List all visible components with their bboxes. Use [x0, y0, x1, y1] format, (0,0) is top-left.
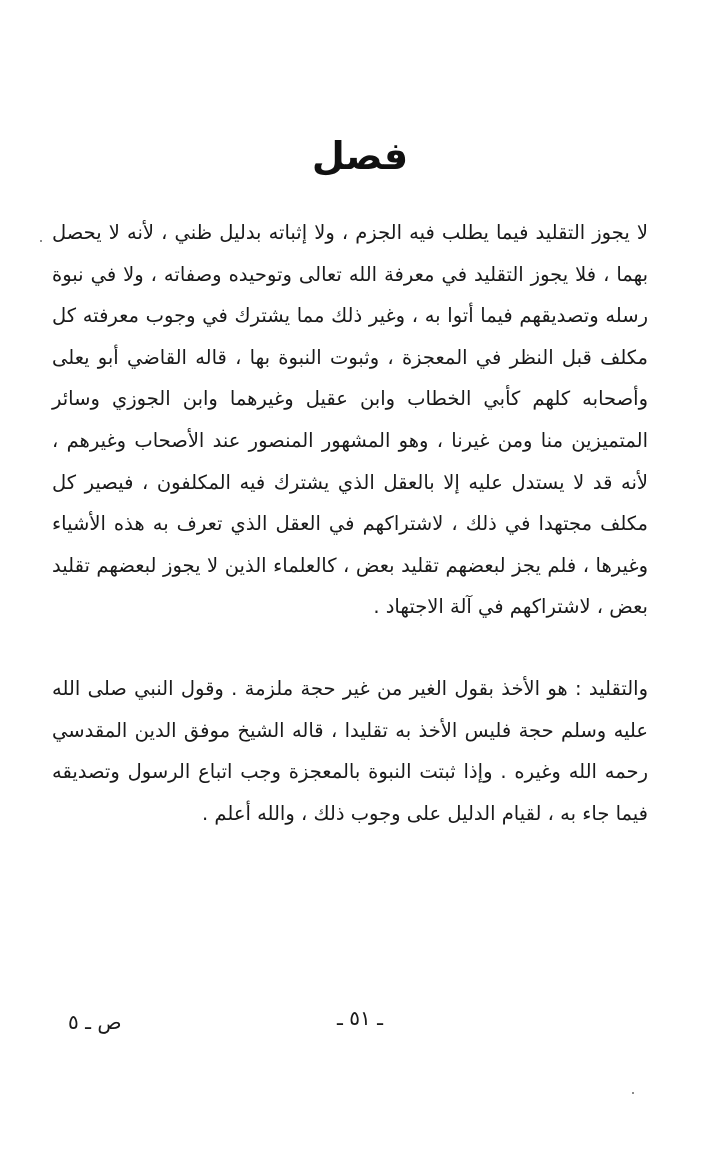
page-footer [0, 998, 720, 1038]
paragraph-1: لا يجوز التقليد فيما يطلب فيه الجزم ، ولا إثباته بدليل ظني ، لأنه لا يحصل بهما ، فلا يجوز التقليد في معرفة الله تعالى وتوحيده وصفاته ، ولا في نبوة رسله وتصديقهم فيما أتوا به ، وغير ذلك مما يشترك في وجوب معرفته كل مكلف قبل النظر في المعجزة ، وثبوت النبوة بها ، قاله القاضي أبو يعلى وأصحابه كلهم كأبي الخطاب وابن عقيل وغيرهما وابن الجوزي وسائر المتميزين منا ومن غيرنا ، وهو المشهور المنصور عند الأصحاب وغيرهم ، لأنه قد لا يستدل عليه إلا بالعقل الذي يشترك فيه المكلفون ، فيصير كل مكلف مجتهدا في ذلك ، لاشتراكهم في العقل الذي تعرف به هذه الأشياء وغيرها ، فلم يجز لبعضهم تقليد بعض ، كالعلماء الذين لا يجوز لبعضهم تقليد بعض ، لاشتراكهم في آلة الاجتهاد . [52, 221, 648, 619]
section-heading: فصل [311, 134, 409, 178]
printer-signature-mark: ص ـ ٥ [68, 1010, 122, 1034]
print-speck [632, 1092, 634, 1094]
print-speck [40, 240, 42, 242]
page-number: ـ ٥١ ـ [337, 1006, 383, 1030]
paragraph-2: والتقليد : هو الأخذ بقول الغير من غير حجة ملزمة . وقول النبي صلى الله عليه وسلم حجة فليس الأخذ به تقليدا ، قاله الشيخ موفق الدين المقدسي رحمه الله وغيره . وإذا ثبتت النبوة بالمعجزة وجب اتباع الرسول وتصديقه فيما جاء به ، لقيام الدليل على وجوب ذلك ، والله أعلم . [52, 677, 648, 825]
